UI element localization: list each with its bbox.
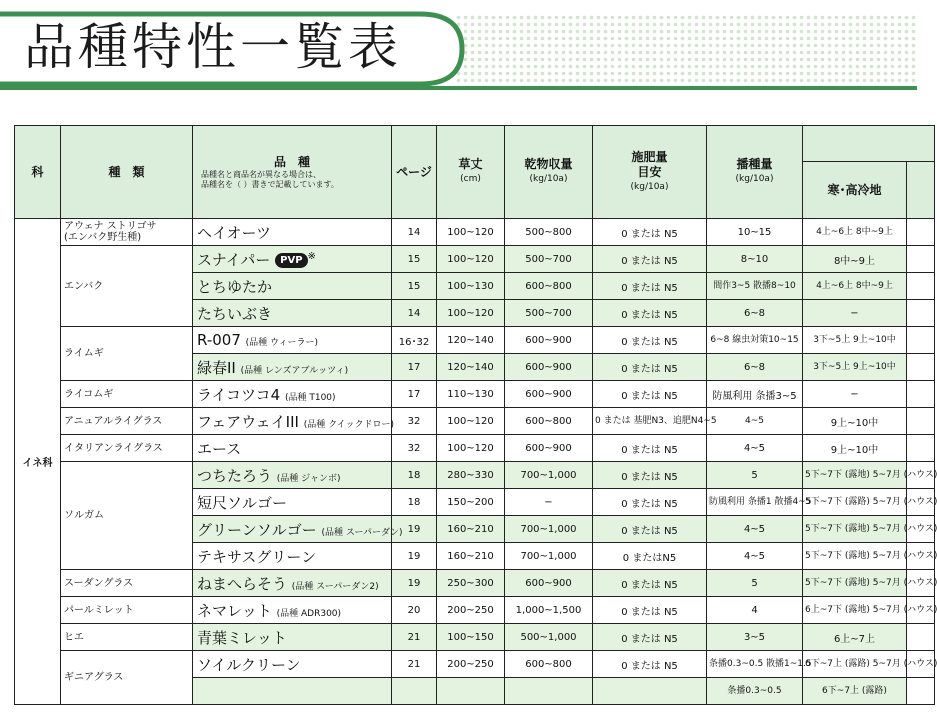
variety-name: ヘイオーツ — [197, 223, 271, 242]
cut-off-cell — [907, 273, 935, 300]
table-row — [15, 327, 935, 354]
cold-cell: 6上~7上 — [803, 624, 907, 651]
page-cell: 21 — [392, 651, 437, 678]
height-cell — [437, 678, 505, 705]
yield-cell: 600~900 — [505, 570, 593, 597]
cold-cell: 6下~7上 (露路) 5~7月 (ハウス) — [803, 651, 907, 678]
variety-name: R-007 — [197, 331, 241, 349]
note-mark: ※ — [307, 250, 316, 262]
variety-name: ねまへらそう — [197, 574, 288, 593]
cold-cell: 6下~7上 (露路) — [803, 678, 907, 705]
seed-cell: 5 — [707, 570, 803, 597]
variety-subname: (品種 ウィーラー) — [245, 338, 318, 348]
yield-cell: 500~700 — [505, 246, 593, 273]
variety-name: たちいぶき — [197, 304, 273, 323]
yield-cell: 600~800 — [505, 273, 593, 300]
table-row — [15, 570, 935, 597]
header-seed-label: 播種量 — [736, 157, 773, 171]
variety-name: とちゆたか — [197, 277, 273, 296]
header-variety-note1: 品種名と商品名が異なる場合は、 — [201, 169, 321, 179]
fert-cell: 0 または N5 — [593, 597, 707, 624]
variety-cell — [193, 219, 392, 246]
cold-cell: 9上~10中 — [803, 408, 907, 435]
variety-table — [14, 125, 935, 705]
yield-cell: 600~900 — [505, 435, 593, 462]
cold-cell: 4上~6上 8中~9上 — [803, 273, 907, 300]
page-cell: 15 — [392, 246, 437, 273]
header-season-group — [803, 126, 935, 162]
header-yield-label: 乾物収量 — [524, 157, 573, 171]
variety-subname: (品種 レンズアブルッツィ) — [240, 365, 349, 376]
page-cell: 17 — [392, 354, 437, 381]
seed-cell: 条播0.3~0.5 散播1~1.5 — [707, 651, 803, 678]
table-row — [15, 435, 935, 462]
yield-cell: 500~700 — [505, 300, 593, 327]
header-height-label: 草丈 — [458, 157, 483, 171]
species-cell: ソルガム — [61, 462, 193, 570]
header-height-unit: (cm) — [460, 174, 481, 184]
page-cell: 18 — [392, 462, 437, 489]
seed-cell: 4~5 — [707, 516, 803, 543]
height-cell: 120~140 — [437, 354, 505, 381]
header-seed-unit: (kg/10a) — [735, 174, 774, 184]
fert-cell: 0 または N5 — [593, 651, 707, 678]
species-cell: ヒエ — [61, 624, 193, 651]
seed-cell: 6~8 — [707, 354, 803, 381]
variety-cell — [193, 381, 392, 408]
header-page: ページ — [392, 126, 437, 219]
cold-cell: 4上~6上 8中~9上 — [803, 219, 907, 246]
variety-name: テキサスグリーン — [197, 547, 317, 566]
page-cell: 18 — [392, 489, 437, 516]
height-cell: 100~120 — [437, 300, 505, 327]
variety-name: ライコツコ4 — [197, 385, 281, 404]
table-body — [15, 219, 935, 705]
fert-cell: 0 または N5 — [593, 354, 707, 381]
variety-subname: (品種 クイックドロー) — [303, 419, 394, 430]
variety-cell — [193, 678, 392, 705]
page-cell: 14 — [392, 300, 437, 327]
page-cell: 15 — [392, 273, 437, 300]
species-cell: ギニアグラス — [61, 651, 193, 705]
fert-cell: 0 または N5 — [593, 489, 707, 516]
header-family: 科 — [15, 126, 61, 219]
yield-cell: 600~900 — [505, 327, 593, 354]
page-cell: 17 — [392, 381, 437, 408]
header-variety-note2: 品種名を（ ）書きで記載しています。 — [201, 179, 339, 189]
species-label: アウェナ ストリゴサ — [64, 221, 157, 232]
fert-cell: 0 または N5 — [593, 570, 707, 597]
fert-cell: 0 または N5 — [593, 273, 707, 300]
seed-cell: 4~5 — [707, 435, 803, 462]
fert-cell: 0 または N5 — [593, 219, 707, 246]
variety-subname: (品種 ADR300) — [276, 608, 342, 619]
height-cell: 100~120 — [437, 246, 505, 273]
height-cell: 100~120 — [437, 408, 505, 435]
cut-off-cell — [907, 300, 935, 327]
dot-pattern — [455, 14, 917, 84]
variety-cell — [193, 408, 392, 435]
fert-cell: 0 または N5 — [593, 327, 707, 354]
family-cell: イネ科 — [15, 219, 61, 705]
seed-cell: 4~5 — [707, 543, 803, 570]
cut-off-cell — [907, 246, 935, 273]
page-cell: 19 — [392, 516, 437, 543]
height-cell: 250~300 — [437, 570, 505, 597]
variety-name: エース — [197, 439, 242, 458]
page-cell: 14 — [392, 219, 437, 246]
variety-cell — [193, 273, 392, 300]
cold-cell: 3下~5上 9上~10中 — [803, 327, 907, 354]
variety-name: 短尺ソルゴー — [197, 493, 288, 512]
table-row — [15, 597, 935, 624]
header-fertilizer — [593, 126, 707, 219]
fert-cell — [593, 678, 707, 705]
seed-cell: 8~10 — [707, 246, 803, 273]
page-cell: 16･32 — [392, 327, 437, 354]
height-cell: 100~120 — [437, 435, 505, 462]
variety-cell — [193, 624, 392, 651]
cold-cell: 9上~10中 — [803, 435, 907, 462]
species-cell — [61, 219, 193, 246]
variety-cell — [193, 327, 392, 354]
cold-cell: 5下~7下 (露地) 5~7月 (ハウス) — [803, 516, 907, 543]
cold-cell: 3下~5上 9上~10中 — [803, 354, 907, 381]
cold-cell: − — [803, 381, 907, 408]
cut-off-cell — [907, 408, 935, 435]
yield-cell: 500~800 — [505, 219, 593, 246]
yield-cell: 600~900 — [505, 354, 593, 381]
seed-cell: 3~5 — [707, 624, 803, 651]
header-height — [437, 126, 505, 219]
species-cell: ライコムギ — [61, 381, 193, 408]
variety-cell — [193, 246, 392, 273]
height-cell: 100~120 — [437, 219, 505, 246]
height-cell: 110~130 — [437, 381, 505, 408]
height-cell: 150~200 — [437, 489, 505, 516]
table-row — [15, 246, 935, 273]
yield-cell: 700~1,000 — [505, 462, 593, 489]
variety-name: グリーンソルゴー — [197, 520, 317, 539]
cold-cell: 5下~7下 (露路) 5~7月 (ハウス) — [803, 489, 907, 516]
fert-cell: 0 または N5 — [593, 381, 707, 408]
seed-cell: 10~15 — [707, 219, 803, 246]
cut-off-cell — [907, 381, 935, 408]
variety-name: ソイルクリーン — [197, 655, 301, 674]
yield-cell: 500~1,000 — [505, 624, 593, 651]
variety-cell — [193, 651, 392, 678]
variety-cell — [193, 489, 392, 516]
table-row — [15, 651, 935, 678]
header-fert-unit: (kg/10a) — [630, 181, 669, 192]
variety-cell — [193, 354, 392, 381]
page-cell: 19 — [392, 570, 437, 597]
cut-off-cell — [907, 354, 935, 381]
yield-cell: 1,000~1,500 — [505, 597, 593, 624]
page-cell: 32 — [392, 435, 437, 462]
page-cell: 20 — [392, 597, 437, 624]
variety-cell — [193, 300, 392, 327]
header-yield-unit: (kg/10a) — [529, 174, 568, 184]
height-cell: 100~130 — [437, 273, 505, 300]
yield-cell: 700~1,000 — [505, 543, 593, 570]
fert-cell: 0 または N5 — [593, 516, 707, 543]
variety-cell — [193, 516, 403, 543]
seed-cell: 4 — [707, 597, 803, 624]
cold-cell: 5下~7下 (露地) 5~7月 (ハウス) — [803, 462, 907, 489]
variety-name: つちたろう — [197, 466, 273, 485]
height-cell: 120~140 — [437, 327, 505, 354]
height-cell: 200~250 — [437, 651, 505, 678]
height-cell: 200~250 — [437, 597, 505, 624]
seed-cell: 防風利用 条播1 散播4~5 — [707, 489, 803, 516]
header-species: 種 類 — [61, 126, 193, 219]
cut-off-cell — [907, 435, 935, 462]
cut-off-cell — [907, 624, 935, 651]
variety-name: ネマレット — [197, 601, 272, 620]
height-cell: 160~210 — [437, 543, 505, 570]
seed-cell: 5 — [707, 462, 803, 489]
yield-cell: − — [505, 489, 593, 516]
variety-cell — [193, 435, 392, 462]
fert-cell: 0 または N5 — [593, 246, 707, 273]
height-cell: 100~150 — [437, 624, 505, 651]
cut-off-cell — [907, 327, 935, 354]
species-cell: ライムギ — [61, 327, 193, 381]
variety-cell — [193, 462, 392, 489]
species-cell: スーダングラス — [61, 570, 193, 597]
header-yield — [505, 126, 593, 219]
height-cell: 160~210 — [437, 516, 505, 543]
cold-cell: 5下~7下 (露地) 5~7月 (ハウス) — [803, 570, 907, 597]
page-cell: 21 — [392, 624, 437, 651]
page-title: 品種特性一覧表 — [24, 18, 402, 76]
fert-cell: 0 またはN5 — [593, 543, 707, 570]
variety-name: フェアウェイIII — [197, 412, 299, 431]
fert-cell: 0 または N5 — [593, 624, 707, 651]
cold-cell: 6上~7下 (露地) 5~7月 (ハウス) — [803, 597, 907, 624]
header-seeding — [707, 126, 803, 219]
header-next-region — [907, 162, 935, 219]
variety-cell — [193, 570, 392, 597]
cold-cell: 5下~7下 (露地) 5~7月 (ハウス) — [803, 543, 907, 570]
seed-cell: 6~8 線虫対策10~15 — [707, 327, 803, 354]
page-cell: 32 — [392, 408, 437, 435]
species-cell: エンバク — [61, 246, 193, 327]
seed-cell: 間作3~5 散播8~10 — [707, 273, 803, 300]
variety-cell — [193, 543, 392, 570]
species-sublabel: (エンバク野生種) — [64, 232, 142, 243]
species-cell: イタリアンライグラス — [61, 435, 193, 462]
species-cell: アニュアルライグラス — [61, 408, 193, 435]
page-cell: 19 — [392, 543, 437, 570]
yield-cell: 600~800 — [505, 408, 593, 435]
header-variety — [193, 126, 392, 219]
page-cell — [392, 678, 437, 705]
species-cell: パールミレット — [61, 597, 193, 624]
seed-cell: 防風利用 条播3~5 — [707, 381, 803, 408]
seed-cell: 6~8 — [707, 300, 803, 327]
variety-table-container — [14, 125, 937, 720]
header-fert-label2: 目安 — [637, 164, 662, 179]
pvp-badge: PVP — [275, 253, 307, 268]
table-row — [15, 462, 935, 489]
variety-subname: (品種 スーパーダン) — [321, 527, 403, 538]
table-row — [15, 408, 935, 435]
header-variety-label: 品 種 — [273, 154, 310, 169]
fert-cell: 0 または N5 — [593, 462, 707, 489]
page-header — [0, 0, 917, 92]
cold-cell: − — [803, 300, 907, 327]
fert-cell: 0 または N5 — [593, 300, 707, 327]
table-row — [15, 381, 935, 408]
cut-off-cell — [907, 219, 935, 246]
variety-name: 青葉ミレット — [197, 628, 287, 647]
height-cell: 280~330 — [437, 462, 505, 489]
yield-cell — [505, 678, 593, 705]
yield-cell: 600~900 — [505, 381, 593, 408]
seed-cell: 条播0.3~0.5 — [707, 678, 803, 705]
variety-name: 緑春II — [197, 358, 236, 377]
variety-subname: (品種 ジャンボ) — [276, 473, 341, 484]
variety-subname: (品種 T100) — [284, 392, 336, 403]
header-cold-region: 寒･高冷地 — [803, 162, 907, 219]
yield-cell: 600~800 — [505, 651, 593, 678]
fert-cell: 0 または N5 — [593, 435, 707, 462]
seed-cell: 4~5 — [707, 408, 803, 435]
table-row — [15, 219, 935, 246]
header-fert-label: 施肥量 — [631, 149, 668, 164]
table-row — [15, 624, 935, 651]
cold-cell: 8中~9上 — [803, 246, 907, 273]
yield-cell: 700~1,000 — [505, 516, 593, 543]
fert-cell: 0 または 基肥N3、追肥N4~5 — [593, 408, 707, 435]
variety-subname: (品種 スーパーダン2) — [291, 581, 379, 592]
variety-cell — [193, 597, 392, 624]
variety-name: スナイパー — [197, 250, 271, 269]
cut-off-cell — [907, 678, 935, 705]
